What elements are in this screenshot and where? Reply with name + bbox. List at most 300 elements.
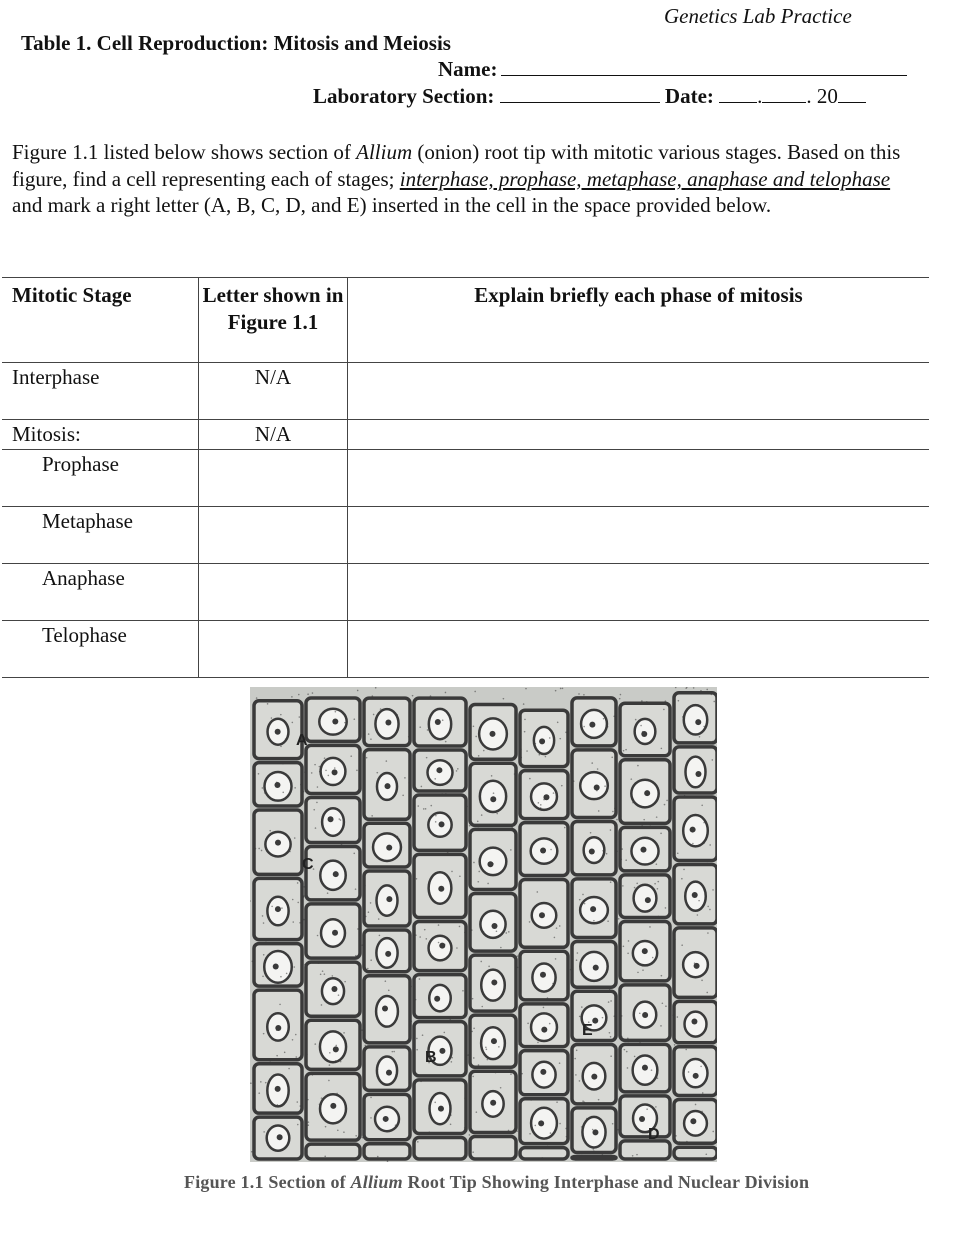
table-row: [2, 564, 929, 621]
stipple-dot: [688, 1071, 690, 1073]
stipple-dot: [355, 955, 357, 957]
stipple-dot: [408, 736, 410, 738]
explain-cell[interactable]: [348, 507, 930, 564]
nucleolus: [691, 1018, 697, 1024]
stipple-dot: [282, 792, 284, 794]
stipple-dot: [613, 715, 615, 717]
stipple-dot: [355, 1135, 357, 1137]
stipple-dot: [305, 834, 307, 836]
stipple-dot: [340, 1061, 342, 1063]
stipple-dot: [559, 1123, 561, 1125]
stage-cell: Prophase: [2, 450, 199, 507]
stipple-dot: [662, 1002, 664, 1004]
stipple-dot: [442, 719, 444, 721]
stipple-dot: [550, 849, 552, 851]
nucleolus: [439, 821, 445, 827]
stipple-dot: [473, 862, 475, 864]
stipple-dot: [574, 696, 576, 698]
stipple-dot: [643, 819, 645, 821]
stipple-dot: [701, 980, 703, 982]
stipple-dot: [422, 1034, 424, 1036]
stipple-dot: [658, 916, 660, 918]
header-stage: Mitotic Stage: [2, 278, 199, 363]
stipple-dot: [295, 1056, 297, 1058]
stipple-dot: [610, 1055, 612, 1057]
stipple-dot: [338, 818, 340, 820]
stipple-dot: [488, 966, 490, 968]
explain-cell[interactable]: [348, 420, 930, 450]
stipple-dot: [370, 1117, 372, 1119]
stipple-dot: [402, 795, 404, 797]
stipple-dot: [496, 930, 498, 932]
stipple-dot: [678, 700, 680, 702]
stipple-dot: [534, 1125, 536, 1127]
figure-caption: [184, 1172, 809, 1193]
stipple-dot: [549, 737, 551, 739]
stipple-dot: [591, 762, 593, 764]
stipple-dot: [487, 1059, 489, 1061]
stipple-dot: [319, 766, 321, 768]
stipple-dot: [520, 991, 522, 993]
stipple-dot: [473, 1027, 475, 1029]
stipple-dot: [574, 1058, 576, 1060]
nucleolus: [489, 731, 495, 737]
nucleolus: [383, 1116, 389, 1122]
table-row: [2, 507, 929, 564]
stipple-dot: [703, 822, 705, 824]
stipple-dot: [682, 997, 684, 999]
stipple-dot: [712, 1131, 714, 1133]
stipple-dot: [456, 770, 458, 772]
stipple-dot: [344, 981, 346, 983]
stipple-dot: [310, 841, 312, 843]
stipple-dot: [556, 1101, 558, 1103]
stipple-dot: [607, 726, 609, 728]
stipple-dot: [421, 786, 423, 788]
stipple-dot: [700, 690, 702, 692]
stipple-dot: [637, 765, 639, 767]
stipple-dot: [469, 860, 471, 862]
stipple-dot: [394, 910, 396, 912]
nucleus: [429, 936, 452, 961]
stipple-dot: [297, 1124, 299, 1126]
stipple-dot: [319, 1104, 321, 1106]
stipple-dot: [280, 714, 282, 716]
date-year-field[interactable]: [838, 84, 866, 103]
stipple-dot: [263, 1131, 265, 1133]
stipple-dot: [379, 935, 381, 937]
stipple-dot: [627, 952, 629, 954]
stipple-dot: [311, 772, 313, 774]
cell-label-e: E: [582, 1022, 593, 1039]
stipple-dot: [583, 726, 585, 728]
stipple-dot: [703, 726, 705, 728]
stipple-dot: [285, 738, 287, 740]
nucleus: [376, 996, 398, 1027]
stipple-dot: [677, 1016, 679, 1018]
stipple-dot: [332, 975, 334, 977]
stipple-dot: [263, 954, 265, 956]
stipple-dot: [451, 1061, 453, 1063]
stipple-dot: [665, 1005, 667, 1007]
stipple-dot: [362, 996, 364, 998]
stipple-dot: [623, 750, 625, 752]
date-month-field[interactable]: [719, 84, 757, 103]
stipple-dot: [711, 694, 713, 696]
stipple-dot: [357, 690, 359, 692]
stipple-dot: [615, 783, 617, 785]
stipple-dot: [375, 687, 377, 689]
nucleus: [634, 885, 657, 912]
stipple-dot: [559, 925, 561, 927]
stipple-dot: [556, 927, 558, 929]
nucleolus: [539, 738, 545, 744]
stipple-dot: [471, 929, 473, 931]
letter-cell[interactable]: [199, 564, 348, 621]
stipple-dot: [304, 964, 306, 966]
cell-label-d: D: [648, 1126, 660, 1143]
stipple-dot: [258, 848, 260, 850]
stipple-dot: [364, 885, 366, 887]
stipple-dot: [665, 700, 667, 702]
stipple-dot: [250, 900, 251, 902]
nucleolus: [385, 719, 391, 725]
stipple-dot: [282, 763, 284, 765]
stipple-dot: [505, 728, 507, 730]
stipple-dot: [554, 937, 556, 939]
stipple-dot: [709, 996, 711, 998]
stipple-dot: [565, 944, 567, 946]
stipple-dot: [276, 1055, 278, 1057]
nucleolus: [642, 1012, 648, 1018]
stipple-dot: [627, 1067, 629, 1069]
stipple-dot: [619, 698, 621, 700]
stipple-dot: [423, 808, 425, 810]
stipple-dot: [483, 750, 485, 752]
stipple-dot: [478, 755, 480, 757]
stipple-dot: [698, 900, 700, 902]
stipple-dot: [559, 1062, 561, 1064]
section-label: Laboratory Section:: [313, 84, 495, 108]
stipple-dot: [624, 1049, 626, 1051]
nucleolus: [385, 951, 391, 957]
stipple-dot: [675, 687, 677, 688]
stage-cell: Mitosis:: [2, 420, 199, 450]
explain-cell[interactable]: [348, 450, 930, 507]
stipple-dot: [611, 756, 613, 758]
stipple-dot: [529, 1133, 531, 1135]
stipple-dot: [292, 899, 294, 901]
stipple-dot: [271, 717, 273, 719]
stage-cell: Telophase: [2, 621, 199, 678]
stipple-dot: [572, 750, 574, 752]
stipple-dot: [576, 1049, 578, 1051]
stipple-dot: [469, 941, 471, 943]
stipple-dot: [408, 782, 410, 784]
date-label: Date:: [664, 84, 714, 108]
stipple-dot: [610, 829, 612, 831]
stipple-dot: [385, 980, 387, 982]
stipple-dot: [368, 733, 370, 735]
stipple-dot: [376, 772, 378, 774]
stipple-dot: [303, 886, 305, 888]
nucleolus: [491, 1038, 497, 1044]
stipple-dot: [324, 1156, 326, 1158]
stipple-dot: [693, 830, 695, 832]
stipple-dot: [410, 986, 412, 988]
stipple-dot: [416, 878, 418, 880]
stipple-dot: [318, 962, 320, 964]
stipple-dot: [380, 708, 382, 710]
stipple-dot: [464, 795, 466, 797]
stipple-dot: [449, 1019, 451, 1021]
stipple-dot: [651, 1069, 653, 1071]
nucleolus: [692, 892, 698, 898]
stipple-dot: [419, 978, 421, 980]
stipple-dot: [541, 1157, 543, 1159]
stipple-dot: [296, 1101, 298, 1103]
nucleolus: [275, 1086, 281, 1092]
stipple-dot: [602, 1017, 604, 1019]
nucleolus: [639, 1116, 645, 1122]
stipple-dot: [508, 931, 510, 933]
stipple-dot: [553, 792, 555, 794]
stipple-dot: [636, 883, 638, 885]
stipple-dot: [710, 1041, 712, 1043]
stipple-dot: [567, 1029, 569, 1031]
stipple-dot: [260, 1081, 262, 1083]
stipple-dot: [487, 883, 489, 885]
stipple-dot: [451, 1057, 453, 1059]
stipple-dot: [314, 764, 316, 766]
stipple-dot: [581, 1155, 583, 1157]
letter-cell[interactable]: [199, 450, 348, 507]
nucleolus: [594, 784, 600, 790]
stipple-dot: [621, 848, 623, 850]
letter-cell[interactable]: N/A: [199, 420, 348, 450]
stipple-dot: [672, 1029, 674, 1031]
nucleolus: [589, 848, 595, 854]
stipple-dot: [468, 896, 470, 898]
stipple-dot: [456, 947, 458, 949]
stipple-dot: [632, 1155, 634, 1157]
nucleolus: [436, 767, 442, 773]
stipple-dot: [517, 967, 519, 969]
stipple-dot: [540, 804, 542, 806]
stipple-dot: [606, 853, 608, 855]
stipple-dot: [640, 725, 642, 727]
stipple-dot: [410, 1020, 412, 1022]
stipple-dot: [552, 983, 554, 985]
nucleolus: [695, 771, 701, 777]
stipple-dot: [434, 1102, 436, 1104]
stipple-dot: [572, 741, 574, 743]
nucleolus: [332, 930, 338, 936]
stipple-dot: [612, 811, 614, 813]
stipple-dot: [355, 888, 357, 890]
stipple-dot: [557, 722, 559, 724]
cell-wall: [364, 1144, 410, 1159]
stipple-dot: [301, 829, 303, 831]
course-title: Genetics Lab Practice: [664, 4, 852, 28]
intro-stages: interphase, prophase, metaphase, anaphase and telophase: [399, 166, 891, 191]
stipple-dot: [706, 689, 708, 691]
stipple-dot: [457, 768, 459, 770]
nucleolus: [640, 847, 646, 853]
nucleolus: [386, 896, 392, 902]
stipple-dot: [684, 795, 686, 797]
stipple-dot: [596, 790, 598, 792]
stipple-dot: [377, 1156, 379, 1158]
date-day-field[interactable]: [762, 84, 806, 103]
explain-cell[interactable]: [348, 564, 930, 621]
stipple-dot: [657, 888, 659, 890]
stipple-dot: [697, 927, 699, 929]
stipple-dot: [496, 813, 498, 815]
stipple-dot: [438, 924, 440, 926]
stipple-dot: [305, 1088, 307, 1090]
nucleus: [684, 705, 707, 734]
stipple-dot: [258, 1092, 260, 1094]
stipple-dot: [503, 698, 505, 700]
nucleolus: [491, 979, 497, 985]
stipple-dot: [520, 748, 522, 750]
allium-root-tip-figure: [250, 687, 717, 1162]
stipple-dot: [665, 907, 667, 909]
stipple-dot: [511, 827, 513, 829]
stipple-dot: [286, 973, 288, 975]
stipple-dot: [307, 1124, 309, 1126]
stipple-dot: [609, 988, 611, 990]
stipple-dot: [525, 688, 527, 690]
letter-cell[interactable]: [199, 507, 348, 564]
stipple-dot: [500, 1087, 502, 1089]
stipple-dot: [257, 1060, 259, 1062]
stipple-dot: [300, 761, 302, 763]
stipple-dot: [472, 998, 474, 1000]
nucleolus: [386, 1070, 392, 1076]
explain-cell[interactable]: [348, 363, 930, 420]
stipple-dot: [642, 1139, 644, 1141]
stipple-dot: [297, 882, 299, 884]
stipple-dot: [317, 786, 319, 788]
stipple-dot: [386, 760, 388, 762]
stipple-dot: [395, 1074, 397, 1076]
stipple-dot: [280, 976, 282, 978]
stipple-dot: [291, 696, 293, 698]
stipple-dot: [410, 829, 412, 831]
stage-cell: Anaphase: [2, 564, 199, 621]
stipple-dot: [661, 748, 663, 750]
header-explain: Explain briefly each phase of mitosis: [348, 278, 930, 363]
stipple-dot: [416, 1049, 418, 1051]
section-field[interactable]: [500, 84, 660, 103]
stipple-dot: [276, 1029, 278, 1031]
stipple-dot: [477, 881, 479, 883]
name-field[interactable]: [501, 57, 907, 76]
stipple-dot: [628, 940, 630, 942]
stipple-dot: [312, 1074, 314, 1076]
stipple-dot: [410, 968, 412, 970]
stipple-dot: [700, 1066, 702, 1068]
date-sep-2: . 20: [806, 84, 838, 108]
stipple-dot: [649, 926, 651, 928]
stipple-dot: [526, 750, 528, 752]
stipple-dot: [343, 1131, 345, 1133]
stipple-dot: [303, 919, 305, 921]
nucleolus: [644, 790, 650, 796]
stipple-dot: [545, 874, 547, 876]
stipple-dot: [358, 1063, 360, 1065]
letter-cell[interactable]: N/A: [199, 363, 348, 420]
stipple-dot: [426, 757, 428, 759]
stipple-dot: [549, 1023, 551, 1025]
stipple-dot: [376, 1142, 378, 1144]
nucleolus: [693, 1073, 699, 1079]
stipple-dot: [281, 907, 283, 909]
stipple-dot: [583, 1101, 585, 1103]
stipple-dot: [492, 863, 494, 865]
nucleolus: [541, 1027, 547, 1033]
stipple-dot: [279, 1004, 281, 1006]
explain-cell[interactable]: [348, 621, 930, 678]
stipple-dot: [535, 743, 537, 745]
stipple-dot: [705, 1153, 707, 1155]
stipple-dot: [269, 1060, 271, 1062]
stipple-dot: [357, 928, 359, 930]
stipple-dot: [701, 805, 703, 807]
stipple-dot: [306, 1031, 308, 1033]
stipple-dot: [466, 806, 468, 808]
caption-text-1: Figure 1.1 Section of: [184, 1172, 351, 1192]
stipple-dot: [597, 768, 599, 770]
stipple-dot: [462, 990, 464, 992]
stipple-dot: [464, 1097, 466, 1099]
nucleolus: [275, 840, 281, 846]
stipple-dot: [486, 1049, 488, 1051]
stipple-dot: [313, 809, 315, 811]
stipple-dot: [699, 736, 701, 738]
cell-label-b: B: [425, 1049, 437, 1066]
stipple-dot: [255, 848, 257, 850]
stipple-dot: [617, 1129, 619, 1131]
stipple-dot: [415, 999, 417, 1001]
stipple-dot: [672, 1014, 674, 1016]
stipple-dot: [319, 771, 321, 773]
stipple-dot: [447, 851, 449, 853]
stipple-dot: [537, 891, 539, 893]
stipple-dot: [472, 1151, 474, 1153]
stipple-dot: [435, 815, 437, 817]
root-tip-drawing: [250, 687, 717, 1162]
stipple-dot: [362, 944, 364, 946]
stipple-dot: [681, 878, 683, 880]
stipple-dot: [709, 909, 711, 911]
stipple-dot: [262, 976, 264, 978]
nucleus: [481, 970, 505, 1001]
stipple-dot: [707, 906, 709, 908]
letter-cell[interactable]: [199, 621, 348, 678]
stipple-dot: [607, 920, 609, 922]
stipple-dot: [695, 1104, 697, 1106]
table-title: Table 1. Cell Reproduction: Mitosis and Meiosis: [21, 31, 451, 55]
stipple-dot: [656, 816, 658, 818]
stipple-dot: [450, 718, 452, 720]
stipple-dot: [302, 842, 304, 844]
stipple-dot: [493, 792, 495, 794]
stipple-dot: [338, 994, 340, 996]
stipple-dot: [706, 992, 708, 994]
